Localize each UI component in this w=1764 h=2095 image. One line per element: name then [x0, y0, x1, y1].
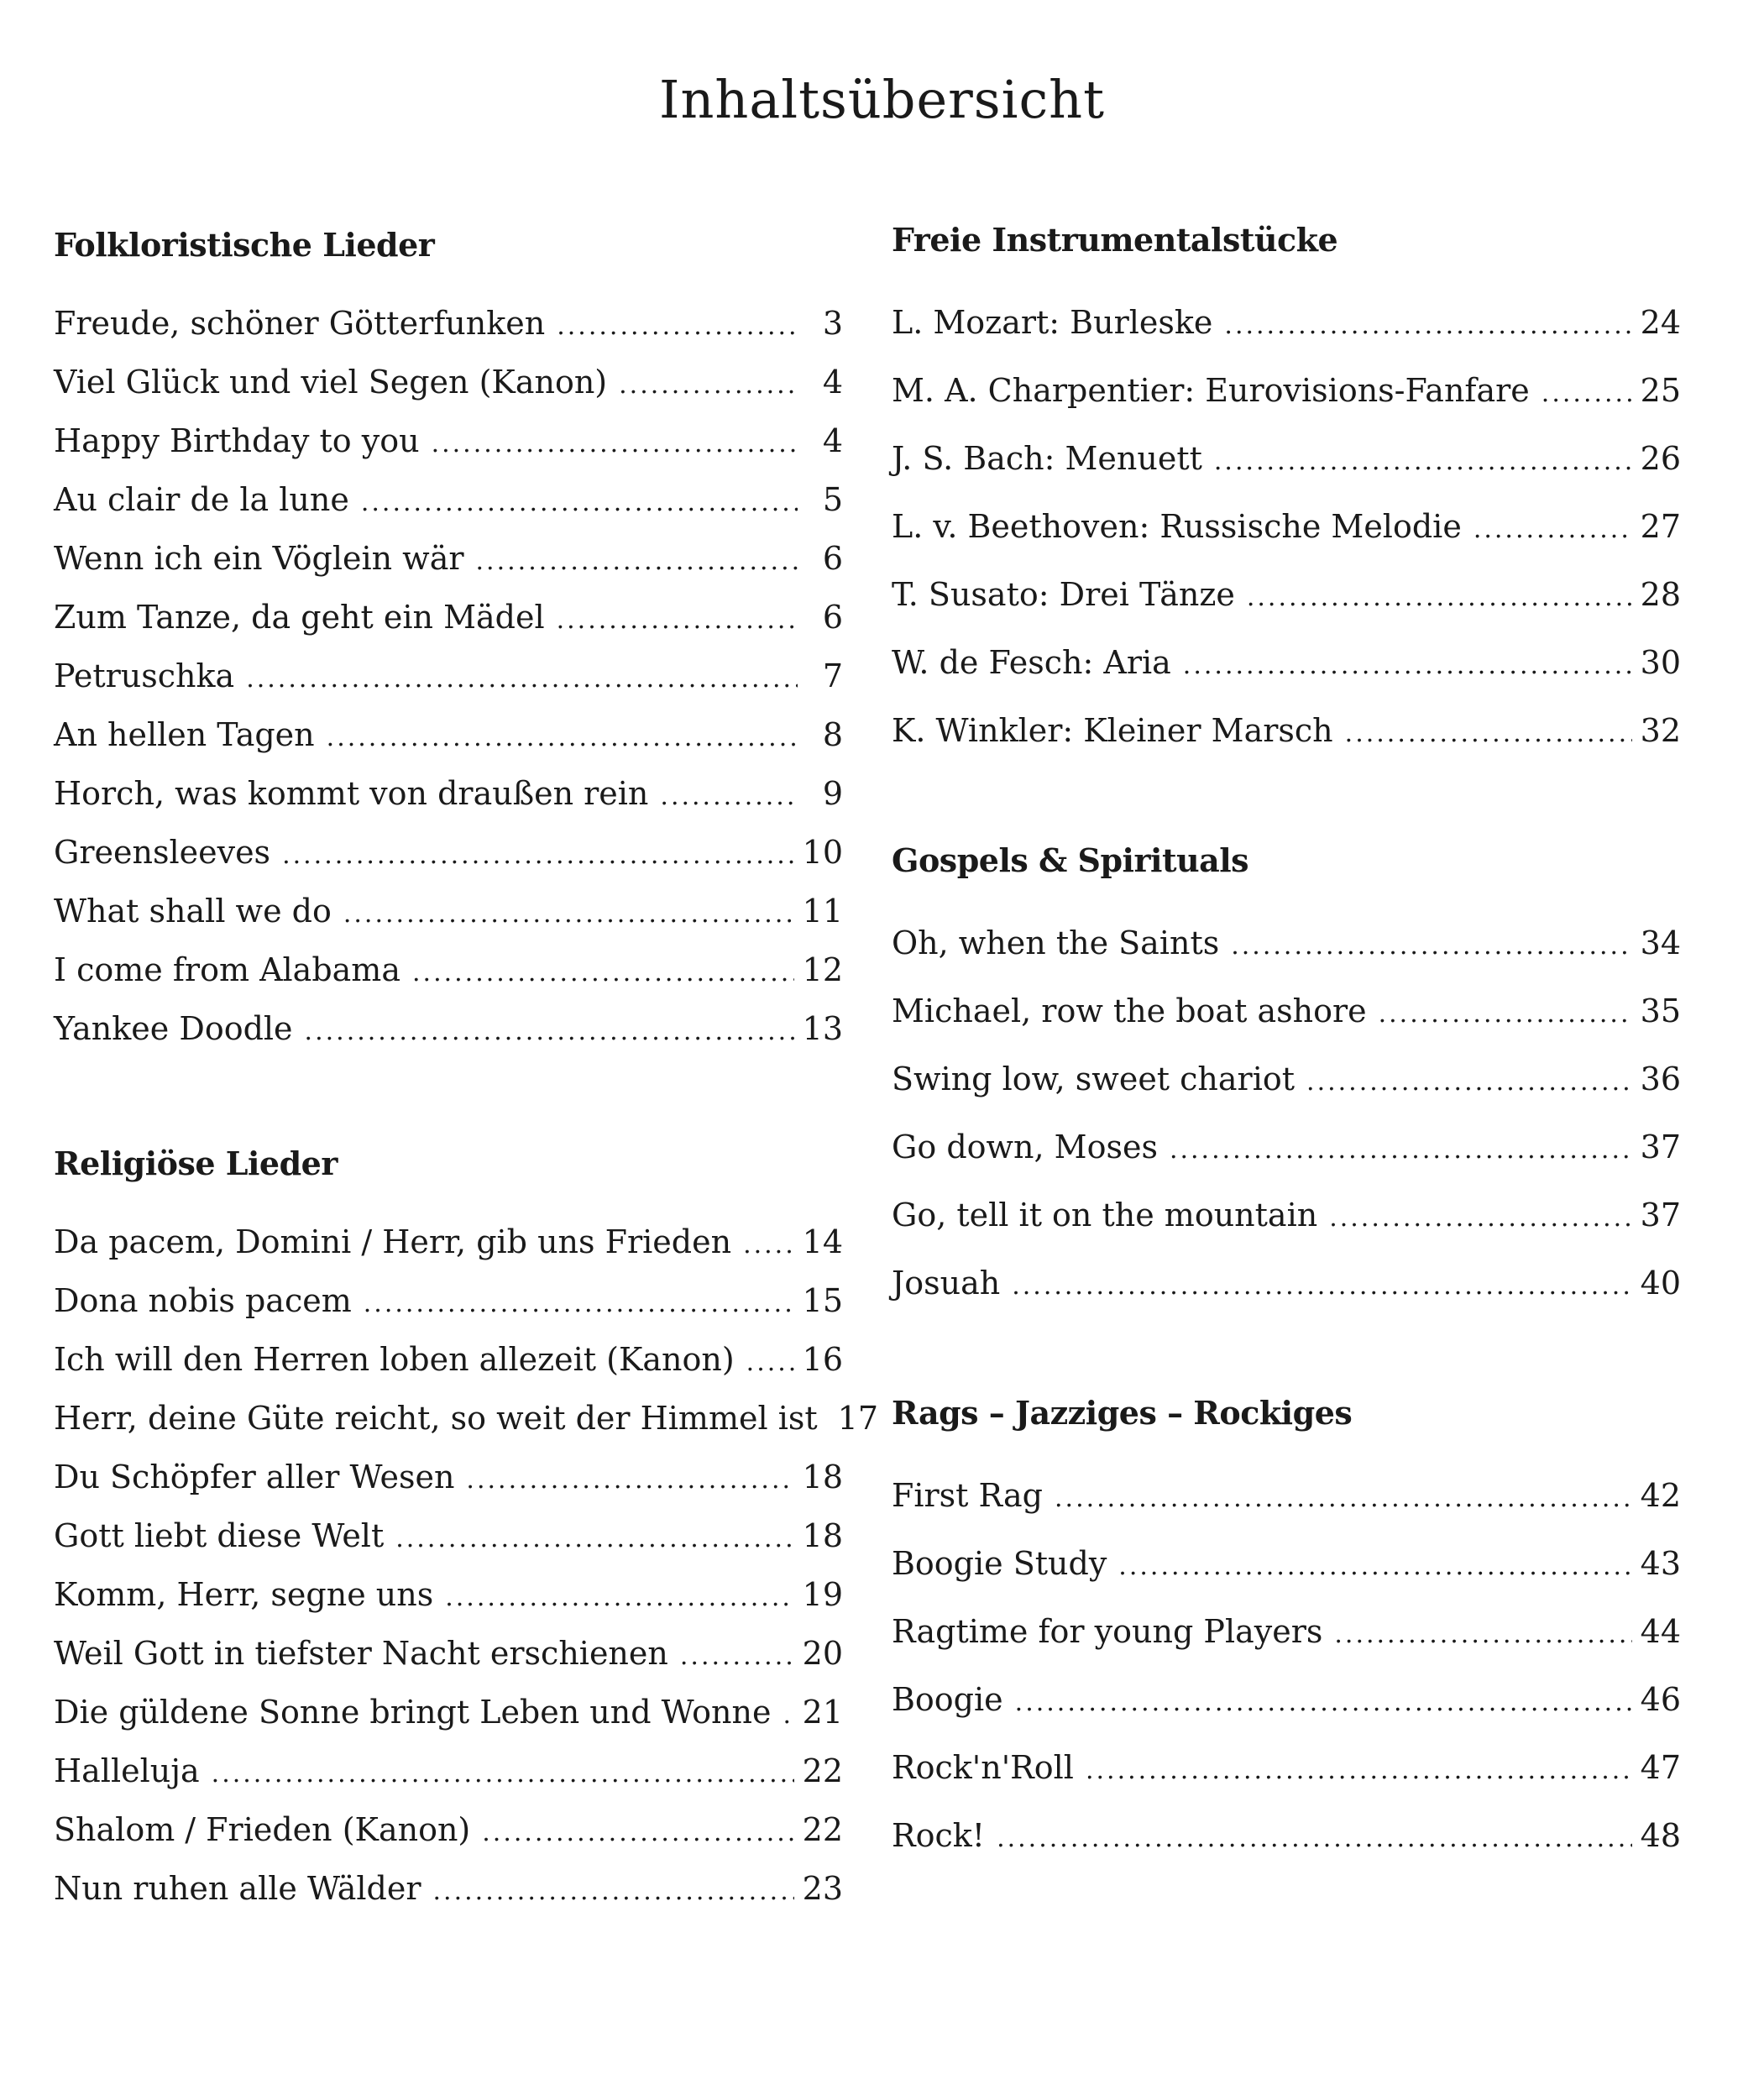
page-number: 36: [1640, 1061, 1681, 1097]
page-number: 5: [822, 481, 843, 518]
section-gospels-spirituals: [892, 835, 1681, 1317]
page-title: Inhaltsübersicht: [658, 69, 1106, 130]
entry-title: Du Schöpfer aller Wesen: [54, 1459, 455, 1495]
entry-title: Greensleeves: [54, 834, 271, 871]
page-number: 20: [802, 1635, 843, 1672]
page-number: 19: [802, 1576, 843, 1613]
toc-entry: [54, 1448, 843, 1506]
dot-leader: [1086, 1736, 1632, 1804]
toc-entry: [54, 999, 843, 1058]
toc-entry: [892, 629, 1681, 697]
entry-title: Happy Birthday to you: [54, 422, 420, 459]
entry-title: Dona nobis pacem: [54, 1282, 352, 1319]
entry-title: Herr, deine Güte reicht, so weit der Himmel ist: [54, 1400, 818, 1437]
toc-entry: [892, 1113, 1681, 1181]
toc-entry: [892, 1666, 1681, 1734]
dot-leader: [327, 709, 798, 767]
dot-leader: [1231, 912, 1631, 980]
page-number: 17: [837, 1400, 879, 1437]
entry-title: W. de Fesch: Aria: [892, 644, 1171, 681]
entry-title: Horch, was kommt von draußen rein: [54, 775, 649, 812]
dot-leader: [1224, 291, 1631, 359]
page-number: 22: [802, 1811, 843, 1848]
entry-title: T. Susato: Drei Tänze: [892, 576, 1235, 613]
entry-title: Viel Glück und viel Segen (Kanon): [54, 364, 608, 401]
page-number: 46: [1640, 1681, 1681, 1718]
toc-entry: [892, 977, 1681, 1045]
entry-title: Yankee Doodle: [54, 1010, 293, 1047]
page-number: 22: [802, 1752, 843, 1789]
page-number: 25: [1640, 372, 1681, 409]
left-column: [54, 220, 879, 1918]
toc-entry: [54, 294, 843, 353]
entry-title: Nun ruhen alle Wälder: [54, 1870, 421, 1907]
dot-leader: [783, 1686, 793, 1745]
dot-leader: [212, 1745, 794, 1804]
page-number: 18: [802, 1517, 843, 1554]
page-number: 16: [802, 1341, 843, 1378]
dot-leader: [1542, 359, 1632, 427]
dot-leader: [1334, 1600, 1631, 1668]
toc-entry: [54, 1271, 843, 1330]
entry-title: Wenn ich ein Vöglein wär: [54, 540, 464, 577]
entry-title: Zum Tanze, da geht ein Mädel: [54, 599, 545, 636]
page-number: 12: [802, 951, 843, 988]
entry-title: Rock'n'Roll: [892, 1749, 1074, 1786]
page-number: 42: [1640, 1477, 1681, 1514]
dot-leader: [1214, 427, 1632, 495]
entry-title: Ragtime for young Players: [892, 1613, 1323, 1650]
section-rags-jazziges-rockiges: [892, 1388, 1681, 1870]
section-religioese-lieder: [54, 1139, 879, 1918]
dot-leader: [1345, 699, 1632, 767]
dot-leader: [557, 297, 798, 356]
dot-leader: [476, 532, 798, 591]
toc-entry: [892, 425, 1681, 493]
entry-title: Halleluja: [54, 1752, 200, 1789]
page-number: 23: [802, 1870, 843, 1907]
page-number: 27: [1640, 508, 1681, 545]
entry-title: Weil Gott in tiefster Nacht erschienen: [54, 1635, 668, 1672]
entry-title: Shalom / Frieden (Kanon): [54, 1811, 471, 1848]
entry-title: Swing low, sweet chariot: [892, 1061, 1296, 1097]
section-heading: Freie Instrumentalstücke: [892, 221, 1338, 259]
toc-entry: [892, 1802, 1681, 1870]
dot-leader: [482, 1804, 793, 1862]
dot-leader: [433, 1862, 794, 1921]
dot-leader: [619, 356, 798, 415]
toc-entry: [54, 353, 843, 411]
page-number: 11: [802, 893, 843, 930]
page-number: 7: [822, 657, 843, 694]
entry-title: Komm, Herr, segne uns: [54, 1576, 434, 1613]
dot-leader: [343, 885, 794, 944]
entry-title: An hellen Tagen: [54, 716, 315, 753]
page-number: 9: [822, 775, 843, 812]
dot-leader: [395, 1510, 793, 1569]
page-number: 32: [1640, 712, 1681, 749]
toc-entry: [54, 940, 843, 999]
page-number: 4: [822, 364, 843, 401]
dot-leader: [1473, 495, 1632, 563]
page-number: 3: [822, 305, 843, 342]
page-number: 8: [822, 716, 843, 753]
toc-entry: [892, 289, 1681, 357]
toc-entry: [54, 705, 843, 764]
entry-title: Da pacem, Domini / Herr, gib uns Frieden: [54, 1223, 732, 1260]
page-number: 43: [1640, 1545, 1681, 1582]
toc-entry: [54, 1389, 879, 1448]
right-column: [892, 215, 1681, 1870]
dot-leader: [1247, 563, 1632, 631]
toc-entry: [54, 882, 843, 940]
dot-leader: [432, 415, 798, 474]
page-number: 4: [822, 422, 843, 459]
dot-leader: [1379, 980, 1632, 1048]
toc-entry: [892, 1530, 1681, 1598]
toc-entry: [892, 493, 1681, 561]
entry-title: L. v. Beethoven: Russische Melodie: [892, 508, 1462, 545]
dot-leader: [1170, 1116, 1632, 1184]
dot-leader: [364, 1275, 794, 1333]
toc-entry: [892, 697, 1681, 765]
toc-entry: [54, 647, 843, 705]
dot-leader: [1055, 1464, 1632, 1532]
page-number: 37: [1640, 1129, 1681, 1165]
page-number: 48: [1640, 1817, 1681, 1854]
dot-leader: [743, 1216, 794, 1275]
entry-title: Petruschka: [54, 657, 235, 694]
entry-title: Au clair de la lune: [54, 481, 349, 518]
entry-title: J. S. Bach: Menuett: [892, 440, 1202, 477]
dot-leader: [1015, 1668, 1632, 1736]
entry-title: Gott liebt diese Welt: [54, 1517, 385, 1554]
dot-leader: [466, 1451, 793, 1510]
page-number: 34: [1640, 924, 1681, 961]
section-heading: Rags – Jazziges – Rockiges: [892, 1394, 1353, 1432]
toc-entry: [54, 823, 843, 882]
page-number: 10: [802, 834, 843, 871]
dot-leader: [1329, 1184, 1631, 1252]
entry-title: I come from Alabama: [54, 951, 400, 988]
toc-entry: [54, 1800, 843, 1859]
section-folkloristische-lieder: [54, 220, 843, 1058]
toc-entry: [54, 1212, 843, 1271]
section-heading: Gospels & Spirituals: [892, 841, 1249, 879]
dot-leader: [557, 591, 798, 650]
toc-entry: [892, 1598, 1681, 1666]
page-number: 30: [1640, 644, 1681, 681]
toc-entry: [892, 561, 1681, 629]
toc-entry: [54, 411, 843, 470]
entry-title: K. Winkler: Kleiner Marsch: [892, 712, 1333, 749]
dot-leader: [997, 1804, 1632, 1872]
toc-entry: [892, 909, 1681, 977]
page-number: 44: [1640, 1613, 1681, 1650]
toc-entry: [54, 1624, 843, 1683]
page-number: 13: [802, 1010, 843, 1047]
entry-title: Michael, row the boat ashore: [892, 993, 1367, 1029]
toc-entry: [892, 1045, 1681, 1113]
page-number: 18: [802, 1459, 843, 1495]
section-heading: Folkloristische Lieder: [54, 226, 435, 264]
toc-entry: [892, 1734, 1681, 1802]
entry-title: Ich will den Herren loben allezeit (Kanon): [54, 1341, 735, 1378]
dot-leader: [660, 767, 798, 826]
dot-leader: [282, 826, 794, 885]
page-number: 21: [802, 1694, 843, 1731]
toc-entry: [54, 529, 843, 588]
entry-title: Go, tell it on the mountain: [892, 1197, 1318, 1233]
entry-title: Josuah: [892, 1265, 1001, 1302]
page-number: 37: [1640, 1197, 1681, 1233]
entry-title: First Rag: [892, 1477, 1043, 1514]
page-number: 15: [802, 1282, 843, 1319]
page-number: 28: [1640, 576, 1681, 613]
toc-entry: [892, 357, 1681, 425]
section-heading: Religiöse Lieder: [54, 1144, 338, 1182]
dot-leader: [680, 1627, 794, 1686]
entry-title: M. A. Charpentier: Eurovisions-Fanfare: [892, 372, 1530, 409]
toc-entry: [54, 764, 843, 823]
toc-entry: [892, 1181, 1681, 1249]
dot-leader: [246, 650, 798, 709]
page-number: 6: [822, 540, 843, 577]
entry-title: Rock!: [892, 1817, 986, 1854]
page-number: 26: [1640, 440, 1681, 477]
dot-leader: [412, 944, 794, 1003]
page-number: 24: [1640, 304, 1681, 341]
toc-entry: [54, 588, 843, 647]
entry-title: L. Mozart: Burleske: [892, 304, 1213, 341]
entry-title: Boogie: [892, 1681, 1003, 1718]
page-number: 35: [1640, 993, 1681, 1029]
entry-title: Freude, schöner Götterfunken: [54, 305, 546, 342]
page-number: 47: [1640, 1749, 1681, 1786]
dot-leader: [1118, 1532, 1631, 1600]
entry-title: Go down, Moses: [892, 1129, 1158, 1165]
toc-entry: [892, 1462, 1681, 1530]
toc-entry: [54, 1683, 843, 1741]
dot-leader: [445, 1569, 793, 1627]
section-freie-instrumentalstuecke: [892, 215, 1681, 765]
dot-leader: [1012, 1252, 1631, 1320]
page-number: 14: [802, 1223, 843, 1260]
toc-entry: [54, 470, 843, 529]
toc-entry: [54, 1565, 843, 1624]
toc-entry: [54, 1506, 843, 1565]
toc-entry: [54, 1330, 843, 1389]
toc-entry: [54, 1741, 843, 1800]
entry-title: What shall we do: [54, 893, 332, 930]
toc-entry: [54, 1859, 843, 1918]
entry-title: Die güldene Sonne bringt Leben und Wonne: [54, 1694, 772, 1731]
dot-leader: [305, 1003, 794, 1061]
dot-leader: [1183, 631, 1632, 699]
entry-title: Oh, when the Saints: [892, 924, 1220, 961]
entry-title: Boogie Study: [892, 1545, 1107, 1582]
dot-leader: [1306, 1048, 1632, 1116]
page-number: 6: [822, 599, 843, 636]
toc-entry: [892, 1249, 1681, 1317]
dot-leader: [361, 474, 798, 532]
dot-leader: [746, 1333, 794, 1392]
page-number: 40: [1640, 1265, 1681, 1302]
